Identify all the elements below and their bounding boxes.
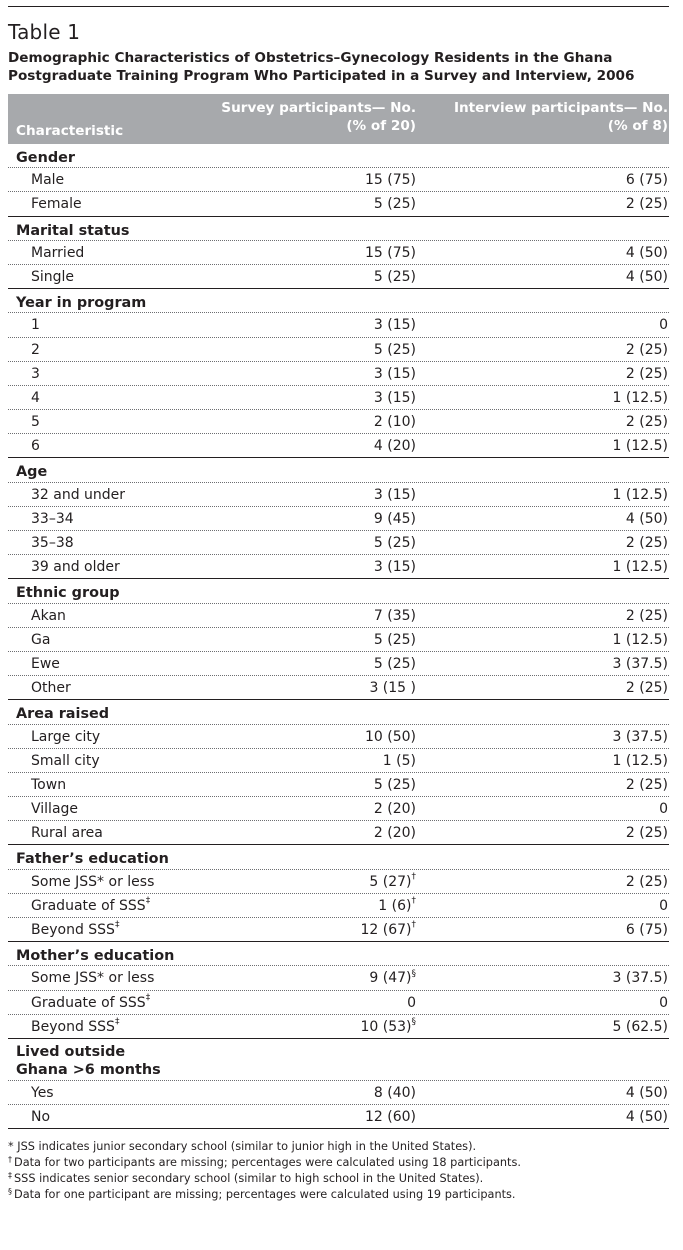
row-label-text: 1 xyxy=(31,317,40,334)
row-label xyxy=(31,725,100,750)
table-row xyxy=(8,725,669,749)
survey-value-text: 9 (45) xyxy=(373,510,416,527)
footnote-mark: ‡ xyxy=(145,896,151,907)
footnote-symbol: ‡ xyxy=(8,1170,12,1180)
survey-value-text: 5 (27) xyxy=(369,873,412,890)
survey-value xyxy=(407,991,416,1016)
interview-value: 2 (25) xyxy=(625,196,668,213)
row-label xyxy=(31,628,50,653)
row-label xyxy=(31,555,120,580)
survey-value-text: 5 (25) xyxy=(373,655,416,672)
survey-value-text: 3 (15) xyxy=(373,365,416,382)
survey-value-text: 3 (15) xyxy=(373,389,416,406)
survey-value-text: 8 (40) xyxy=(373,1084,416,1101)
survey-value-text: 5 (25) xyxy=(373,631,416,648)
row-label-text: Town xyxy=(31,776,67,793)
survey-value-text: 2 (20) xyxy=(373,801,416,818)
survey-value-text: 3 (15) xyxy=(373,486,416,503)
survey-value xyxy=(365,1105,416,1130)
row-label xyxy=(31,773,66,798)
interview-value: 4 (50) xyxy=(625,268,668,285)
footnote xyxy=(8,1139,669,1155)
row-label xyxy=(31,434,40,459)
survey-value xyxy=(374,362,416,387)
survey-value-text: 10 (50) xyxy=(364,728,416,745)
row-label xyxy=(31,652,60,677)
interview-value: 2 (25) xyxy=(625,341,668,358)
row-label-text: Beyond SSS xyxy=(31,1018,115,1035)
footnote-mark: † xyxy=(411,920,416,931)
table-header xyxy=(8,94,669,144)
row-label-text: 39 and older xyxy=(31,559,120,576)
survey-value-text: 7 (35) xyxy=(373,607,416,624)
footnote xyxy=(8,1171,669,1187)
survey-value xyxy=(369,870,416,895)
survey-value-text: 3 (15) xyxy=(373,317,416,334)
section-heading: Gender xyxy=(8,144,669,168)
survey-value-text: 15 (75) xyxy=(364,244,416,261)
interview-value: 6 (75) xyxy=(625,922,668,938)
table-row xyxy=(8,1081,669,1105)
survey-value xyxy=(374,531,416,556)
header-interview xyxy=(428,99,668,135)
row-label-text: Akan xyxy=(31,607,66,624)
row-label xyxy=(31,870,154,895)
survey-value xyxy=(369,676,416,701)
row-label-text: Graduate of SSS xyxy=(31,994,146,1011)
row-label-text: Single xyxy=(31,268,75,285)
interview-value: 4 (50) xyxy=(625,510,668,527)
header-survey xyxy=(196,99,416,135)
table-row xyxy=(8,966,669,990)
row-label-text: Male xyxy=(31,172,65,189)
footnote xyxy=(8,1155,669,1171)
row-label-text: Some JSS* or less xyxy=(31,873,155,890)
interview-value: 2 (25) xyxy=(625,776,668,793)
survey-value-text: 2 (10) xyxy=(373,414,416,431)
section-heading: Area raised xyxy=(8,700,669,724)
row-label-text: Ewe xyxy=(31,655,60,672)
table-row xyxy=(8,434,669,458)
row-label xyxy=(31,604,66,629)
row-label xyxy=(31,1015,119,1040)
survey-value xyxy=(360,918,416,943)
interview-value: 1 (12.5) xyxy=(612,389,668,406)
table-body xyxy=(8,144,669,1129)
survey-value-text: 1 (6) xyxy=(378,897,412,914)
row-label xyxy=(31,168,64,193)
table-row xyxy=(8,362,669,386)
survey-value xyxy=(374,483,416,508)
row-label xyxy=(31,483,125,508)
survey-value xyxy=(374,265,416,290)
table-caption: Demographic Characteristics of Obstetrics–Gynecology Residents in the Ghana Postgraduate Training Program Who Participated in a Survey and Interview, 2006 xyxy=(8,50,635,84)
table-row xyxy=(8,507,669,531)
table-row xyxy=(8,338,669,362)
survey-value xyxy=(374,313,416,338)
row-label-text: Small city xyxy=(31,752,100,769)
survey-value-text: 12 (67) xyxy=(360,922,412,938)
survey-value xyxy=(374,434,416,459)
survey-value xyxy=(374,507,416,532)
header-survey-line2: (% of 20) xyxy=(346,118,416,134)
interview-value: 2 (25) xyxy=(625,414,668,431)
survey-value xyxy=(369,966,416,991)
survey-value-text: 2 (20) xyxy=(373,825,416,842)
survey-value xyxy=(374,555,416,580)
row-label xyxy=(31,991,150,1016)
row-label-text: Yes xyxy=(31,1084,54,1101)
footnote xyxy=(8,1187,669,1203)
row-label xyxy=(31,894,150,919)
interview-value: 1 (12.5) xyxy=(612,752,668,769)
table-row xyxy=(8,628,669,652)
interview-value: 5 (62.5) xyxy=(612,1018,668,1035)
header-characteristic: Characteristic xyxy=(16,123,124,139)
survey-value-text: 1 (5) xyxy=(382,752,416,769)
survey-value xyxy=(365,725,416,750)
table-row xyxy=(8,797,669,821)
row-label-text: Some JSS* or less xyxy=(31,970,155,987)
section-heading-line: Ghana >6 months xyxy=(16,1061,161,1078)
interview-value: 1 (12.5) xyxy=(612,559,668,576)
survey-value xyxy=(374,410,416,435)
row-label-text: Ga xyxy=(31,631,51,648)
survey-value-text: 12 (60) xyxy=(364,1109,416,1126)
survey-value xyxy=(374,338,416,363)
row-label-text: Rural area xyxy=(31,825,103,842)
row-label xyxy=(31,749,100,774)
table-row xyxy=(8,652,669,676)
survey-value xyxy=(365,241,416,266)
section-heading-line: Lived outside xyxy=(16,1043,126,1060)
row-label xyxy=(31,918,119,943)
survey-value-text: 10 (53) xyxy=(360,1018,412,1035)
survey-value xyxy=(374,797,416,822)
table-row xyxy=(8,821,669,845)
table-row xyxy=(8,168,669,192)
footnote-text: Data for two participants are missing; percentages were calculated using 18 participants. xyxy=(14,1156,521,1170)
section-heading: Ethnic group xyxy=(8,579,669,603)
survey-value-text: 3 (15 ) xyxy=(369,680,416,697)
survey-value xyxy=(378,894,416,919)
row-label-text: 6 xyxy=(31,438,40,455)
table-label: Table 1 xyxy=(8,20,81,44)
footnote-mark: § xyxy=(411,968,416,979)
table-row xyxy=(8,870,669,894)
survey-value-text: 5 (25) xyxy=(373,776,416,793)
interview-value: 4 (50) xyxy=(625,244,668,261)
row-label-text: Female xyxy=(31,196,82,213)
row-label-text: 2 xyxy=(31,341,40,358)
table-row xyxy=(8,1105,669,1129)
footnote-text: SSS indicates senior secondary school (similar to high school in the United States). xyxy=(14,1172,484,1186)
survey-value-text: 5 (25) xyxy=(373,196,416,213)
table-row xyxy=(8,386,669,410)
survey-value-text: 5 (25) xyxy=(373,341,416,358)
footnote-mark: ‡ xyxy=(114,1017,120,1028)
row-label xyxy=(31,821,103,846)
survey-value-text: 0 xyxy=(407,994,416,1011)
row-label-text: 32 and under xyxy=(31,486,126,503)
survey-value xyxy=(374,1081,416,1106)
table-row xyxy=(8,1015,669,1039)
row-label xyxy=(31,531,74,556)
interview-value: 2 (25) xyxy=(625,365,668,382)
interview-value: 2 (25) xyxy=(625,607,668,624)
row-label-text: Other xyxy=(31,680,71,697)
row-label-text: Village xyxy=(31,801,79,818)
table-row xyxy=(8,531,669,555)
interview-value: 6 (75) xyxy=(625,172,668,189)
table-row xyxy=(8,773,669,797)
interview-value: 0 xyxy=(659,801,668,818)
table-row xyxy=(8,241,669,265)
footnote-mark: § xyxy=(411,1017,416,1028)
section-heading: Mother’s education xyxy=(8,942,669,966)
interview-value: 2 (25) xyxy=(625,680,668,697)
footnote-symbol: § xyxy=(8,1186,12,1196)
row-label-text: Married xyxy=(31,244,85,261)
survey-value-text: 4 (20) xyxy=(373,438,416,455)
survey-value-text: 15 (75) xyxy=(364,172,416,189)
interview-value: 3 (37.5) xyxy=(612,970,668,987)
interview-value: 1 (12.5) xyxy=(612,486,668,503)
footnote-text: Data for one participant are missing; percentages were calculated using 19 participants. xyxy=(14,1188,516,1202)
row-label-text: 5 xyxy=(31,414,40,431)
interview-value: 4 (50) xyxy=(625,1084,668,1101)
table-row xyxy=(8,265,669,289)
survey-value xyxy=(374,628,416,653)
table-row xyxy=(8,483,669,507)
survey-value xyxy=(374,652,416,677)
section-heading: Age xyxy=(8,458,669,482)
footnote-symbol: † xyxy=(8,1154,12,1164)
row-label xyxy=(31,241,84,266)
section-heading: Year in program xyxy=(8,289,669,313)
row-label-text: 33–34 xyxy=(31,510,74,527)
row-label xyxy=(31,386,40,411)
table-row xyxy=(8,192,669,216)
row-label xyxy=(31,192,82,217)
survey-value-text: 5 (25) xyxy=(373,535,416,551)
table-row xyxy=(8,991,669,1015)
table-row xyxy=(8,410,669,434)
footnote-mark: ‡ xyxy=(114,920,120,931)
row-label-text: 3 xyxy=(31,365,40,382)
row-label xyxy=(31,362,40,387)
survey-value xyxy=(374,773,416,798)
interview-value: 2 (25) xyxy=(625,825,668,842)
interview-value: 3 (37.5) xyxy=(612,655,668,672)
interview-value: 0 xyxy=(659,994,668,1011)
interview-value: 0 xyxy=(659,317,668,334)
table-row xyxy=(8,676,669,700)
section-heading: Marital status xyxy=(8,217,669,241)
row-label xyxy=(31,1105,50,1130)
interview-value: 4 (50) xyxy=(625,1109,668,1126)
row-label xyxy=(31,1081,54,1106)
section-heading: Father’s education xyxy=(8,845,669,869)
row-label xyxy=(31,338,40,363)
table-container xyxy=(8,6,669,1203)
header-interview-line1: Interview participants— No. xyxy=(453,100,668,116)
row-label xyxy=(31,410,40,435)
survey-value-text: 3 (15) xyxy=(373,559,416,576)
interview-value: 2 (25) xyxy=(625,535,668,551)
row-label-text: 35–38 xyxy=(31,535,74,551)
survey-value-text: 9 (47) xyxy=(369,970,412,987)
top-rule xyxy=(8,6,669,7)
interview-value: 1 (12.5) xyxy=(612,631,668,648)
footnote-mark: † xyxy=(411,896,416,907)
survey-value xyxy=(374,604,416,629)
row-label xyxy=(31,676,71,701)
row-label xyxy=(31,507,74,532)
survey-value-text: 5 (25) xyxy=(373,268,416,285)
table-row xyxy=(8,604,669,628)
row-label-text: Graduate of SSS xyxy=(31,897,146,914)
table-row xyxy=(8,918,669,942)
survey-value xyxy=(374,386,416,411)
survey-value xyxy=(365,168,416,193)
interview-value: 1 (12.5) xyxy=(612,438,668,455)
row-label-text: Beyond SSS xyxy=(31,922,115,938)
row-label-text: 4 xyxy=(31,389,40,406)
table-row xyxy=(8,894,669,918)
section-heading xyxy=(8,1039,669,1081)
survey-value xyxy=(360,1015,416,1040)
table-row xyxy=(8,749,669,773)
row-label-text: No xyxy=(31,1109,51,1126)
interview-value: 3 (37.5) xyxy=(612,728,668,745)
row-label xyxy=(31,797,78,822)
row-label xyxy=(31,313,40,338)
footnote-text: * JSS indicates junior secondary school (similar to junior high in the United States). xyxy=(8,1140,477,1154)
survey-value xyxy=(374,192,416,217)
table-row xyxy=(8,313,669,337)
footnotes xyxy=(8,1139,669,1203)
row-label xyxy=(31,966,154,991)
row-label xyxy=(31,265,74,290)
interview-value: 0 xyxy=(659,897,668,914)
footnote-mark: † xyxy=(411,871,416,882)
interview-value: 2 (25) xyxy=(625,873,668,890)
header-survey-line1: Survey participants— No. xyxy=(221,100,416,116)
row-label-text: Large city xyxy=(31,728,101,745)
survey-value xyxy=(383,749,416,774)
survey-value xyxy=(374,821,416,846)
header-interview-line2: (% of 8) xyxy=(607,118,668,134)
footnote-mark: ‡ xyxy=(145,992,151,1003)
table-row xyxy=(8,555,669,579)
